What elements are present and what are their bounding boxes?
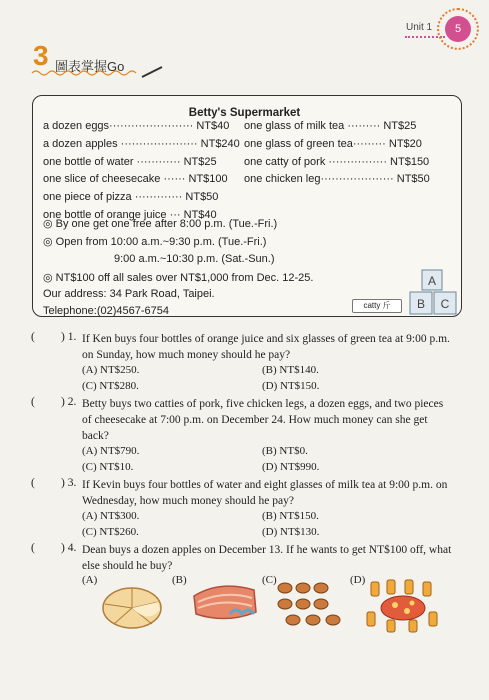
price-item: one catty of pork ················ NT$150: [244, 155, 430, 168]
page-number: 5: [445, 16, 471, 42]
right-price-list: [244, 120, 430, 191]
abc-blocks-icon: [404, 268, 462, 318]
section-number: 3: [33, 40, 49, 71]
catty-label: catty 斤: [352, 299, 402, 313]
answer-option: (D): [350, 574, 366, 586]
answer-option: (C) NT$280.: [82, 380, 139, 392]
answer-blank: (: [31, 542, 35, 554]
question-number: ) 3.: [61, 477, 77, 489]
answer-option: (B) NT$0.: [262, 445, 308, 457]
answer-option: (C) NT$10.: [82, 461, 134, 473]
answer-option: (D) NT$150.: [262, 380, 320, 392]
unit-label: Unit 1: [406, 22, 433, 33]
block-letter: A: [427, 274, 437, 288]
answer-blank: (: [31, 396, 35, 408]
block-letter: C: [440, 297, 450, 311]
question-number: ) 2.: [61, 396, 77, 408]
title-underline-icon: [30, 66, 165, 80]
store-note: ◎ Open from 10:00 a.m.~9:30 p.m. (Tue.-Fri.): [43, 236, 267, 248]
chicken-legs-icon: [275, 578, 345, 628]
answer-option: (B): [172, 574, 187, 586]
question-text: Dean buys a dozen apples on December 13. If he wants to get NT$100 off, what else should he buy?: [82, 544, 452, 572]
answer-option: (C): [262, 574, 277, 586]
question-text: If Ken buys four bottles of orange juice and six glasses of green tea at 9:00 p.m. on Sunday, how much money should he pay?: [82, 333, 450, 361]
store-telephone: Telephone:(02)4567-6754: [43, 305, 169, 317]
answer-option: (B) NT$140.: [262, 364, 319, 376]
store-note: ◎ NT$100 off all sales over NT$1,000 from Dec. 12-25.: [43, 272, 314, 284]
price-item: one bottle of orange juice ··· NT$40: [43, 208, 217, 221]
answer-option: (A) NT$250.: [82, 364, 140, 376]
question-text: If Kevin buys four bottles of water and eight glasses of milk tea at 9:00 p.m. on Wednesday, how much money should he pay?: [82, 479, 448, 507]
answer-option: (C) NT$260.: [82, 526, 139, 538]
section-title: 圖表掌握Go: [55, 59, 125, 74]
price-item: one slice of cheesecake ······ NT$100: [43, 173, 228, 186]
store-note: ◎ By one get one free after 8:00 p.m. (Tue.-Fri.): [43, 218, 278, 230]
price-item: one glass of green tea········· NT$20: [244, 137, 422, 150]
price-item: one chicken leg···················· NT$50: [244, 173, 430, 186]
price-item: a dozen eggs······················· NT$40: [43, 120, 230, 132]
question-number: ) 4.: [61, 542, 77, 554]
answer-option: (B) NT$150.: [262, 510, 319, 522]
store-note: 9:00 a.m.~10:30 p.m. (Sat.-Sun.): [114, 253, 275, 265]
block-letter: B: [416, 297, 426, 311]
price-item: one glass of milk tea ········· NT$25: [244, 120, 417, 132]
cheesecake-icon: [100, 580, 166, 632]
answer-blank: (: [31, 477, 35, 489]
question-text: Betty buys two catties of pork, five chicken legs, a dozen eggs, and two pieces of cheesecake at 7:00 p.m. on December 24. How much money can she get back?: [82, 398, 444, 442]
price-item: one bottle of water ············ NT$25: [43, 155, 217, 168]
answer-blank: (: [31, 331, 35, 343]
answer-option: (A) NT$790.: [82, 445, 140, 457]
store-title: Betty's Supermarket: [188, 107, 301, 119]
answer-option: (D) NT$990.: [262, 461, 320, 473]
pork-icon: [190, 580, 260, 628]
price-item: one piece of pizza ············· NT$50: [43, 191, 219, 204]
answer-option: (A) NT$300.: [82, 510, 140, 522]
pizza-and-juice-icon: [365, 578, 441, 634]
price-item: a dozen apples ····················· NT$240: [43, 137, 240, 150]
store-address: Our address: 34 Park Road, Taipei.: [43, 288, 215, 300]
answer-option: (D) NT$130.: [262, 526, 320, 538]
left-price-list: [43, 120, 240, 227]
question-number: ) 1.: [61, 331, 77, 343]
answer-option: (A): [82, 574, 98, 586]
